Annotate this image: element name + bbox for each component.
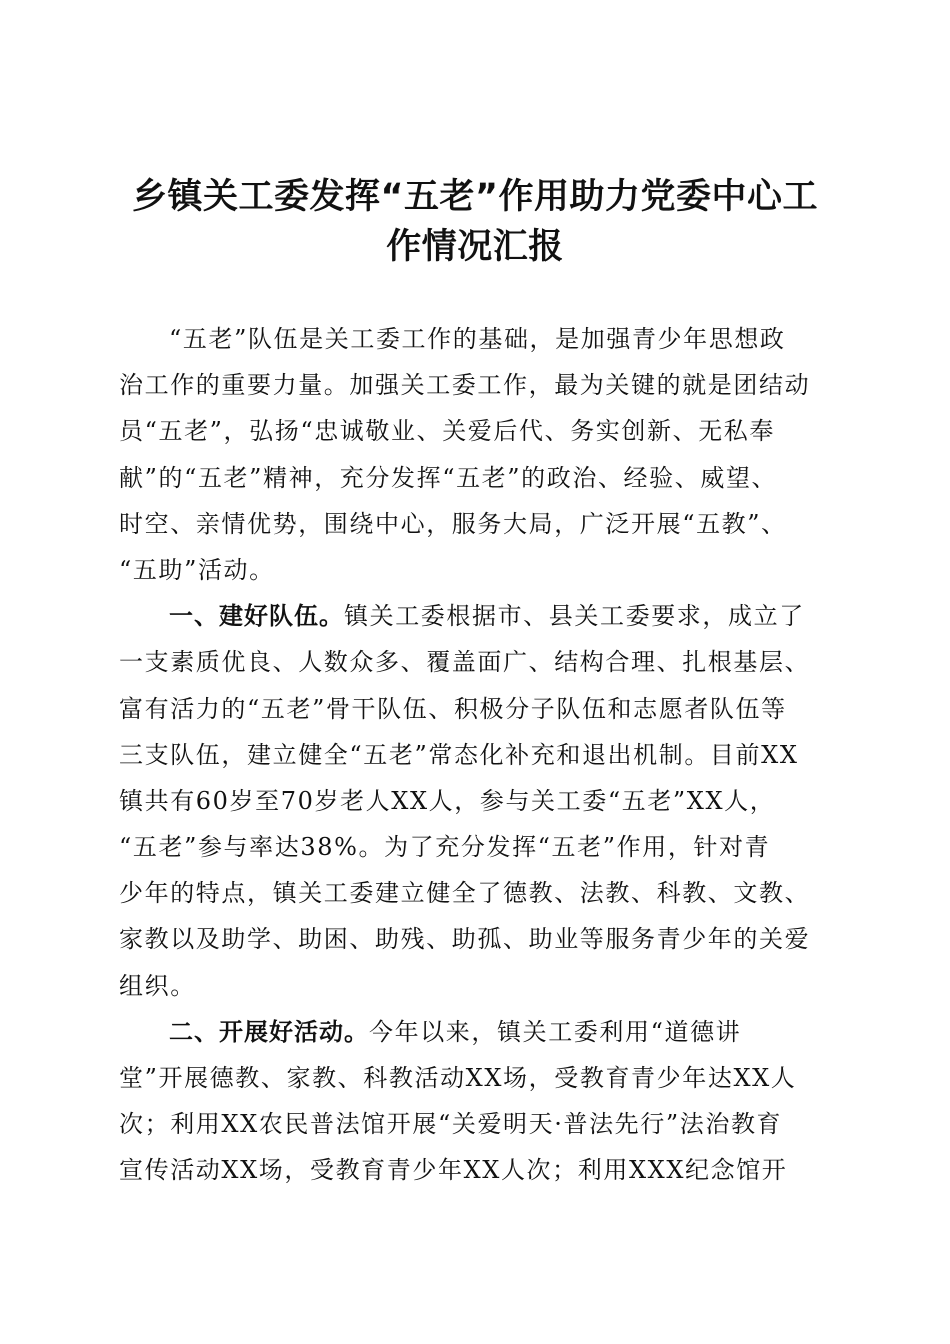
intro-line: 时空、亲情优势，围绕中心，服务大局，广泛开展“五教”、 xyxy=(119,509,787,538)
section-1-line: 一支素质优良、人数众多、覆盖面广、结构合理、扎根基层、 xyxy=(119,648,811,677)
section-2-line: 堂”开展德教、家教、科教活动XX场，受教育青少年达XX人 xyxy=(119,1064,797,1092)
section-1-line: 组织。 xyxy=(119,971,196,1000)
document-body xyxy=(119,316,831,1194)
title-line-2: 作情况汇报 xyxy=(386,227,564,267)
intro-line: 献”的“五老”精神，充分发挥“五老”的政治、经验、威望、 xyxy=(119,463,778,492)
intro-line: “五老”队伍是关工委工作的基础，是加强青少年思想政 xyxy=(169,325,786,353)
section-1-line: 三支队伍，建立健全“五老”常态化补充和退出机制。目前XX xyxy=(119,740,799,769)
section-2-line: 宣传活动XX场，受教育青少年XX人次；利用XXX纪念馆开 xyxy=(119,1156,788,1185)
intro-line: 治工作的重要力量。加强关工委工作，最为关键的就是团结动 xyxy=(119,371,811,400)
section-2-heading: 二、开展好活动。 xyxy=(169,1017,369,1046)
section-1-line: “五老”参与率达38%。为了充分发挥“五老”作用，针对青 xyxy=(119,833,771,862)
title-line-1: 乡镇关工委发挥“五老”作用助力党委中心工 xyxy=(131,177,818,217)
section-1-first-line xyxy=(119,593,831,639)
intro-paragraph xyxy=(119,316,831,593)
section-1-first-text: 镇关工委根据市、县关工委要求，成立了 xyxy=(344,602,805,631)
section-2-first-text: 今年以来，镇关工委利用“道德讲 xyxy=(369,1017,742,1046)
section-1-line: 富有活力的“五老”骨干队伍、积极分子队伍和志愿者队伍等 xyxy=(119,694,787,723)
section-2-paragraph xyxy=(119,1009,831,1194)
section-2-first-line xyxy=(119,1009,831,1055)
section-1-line: 家教以及助学、助困、助残、助孤、助业等服务青少年的关爱 xyxy=(119,925,811,954)
document-title xyxy=(110,172,840,272)
section-2-line: 次；利用XX农民普法馆开展“关爱明天·普法先行”法治教育 xyxy=(119,1110,783,1139)
section-1-line: 镇共有60岁至70岁老人XX人，参与关工委“五老”XX人， xyxy=(119,786,776,815)
section-1-line: 少年的特点，镇关工委建立健全了德教、法教、科教、文教、 xyxy=(119,879,811,908)
intro-line: “五助”活动。 xyxy=(119,555,275,584)
section-1-heading: 一、建好队伍。 xyxy=(169,602,344,631)
intro-line: 员“五老”，弘扬“忠诚敬业、关爱后代、务实创新、无私奉 xyxy=(119,417,776,446)
section-1-paragraph xyxy=(119,593,831,1009)
